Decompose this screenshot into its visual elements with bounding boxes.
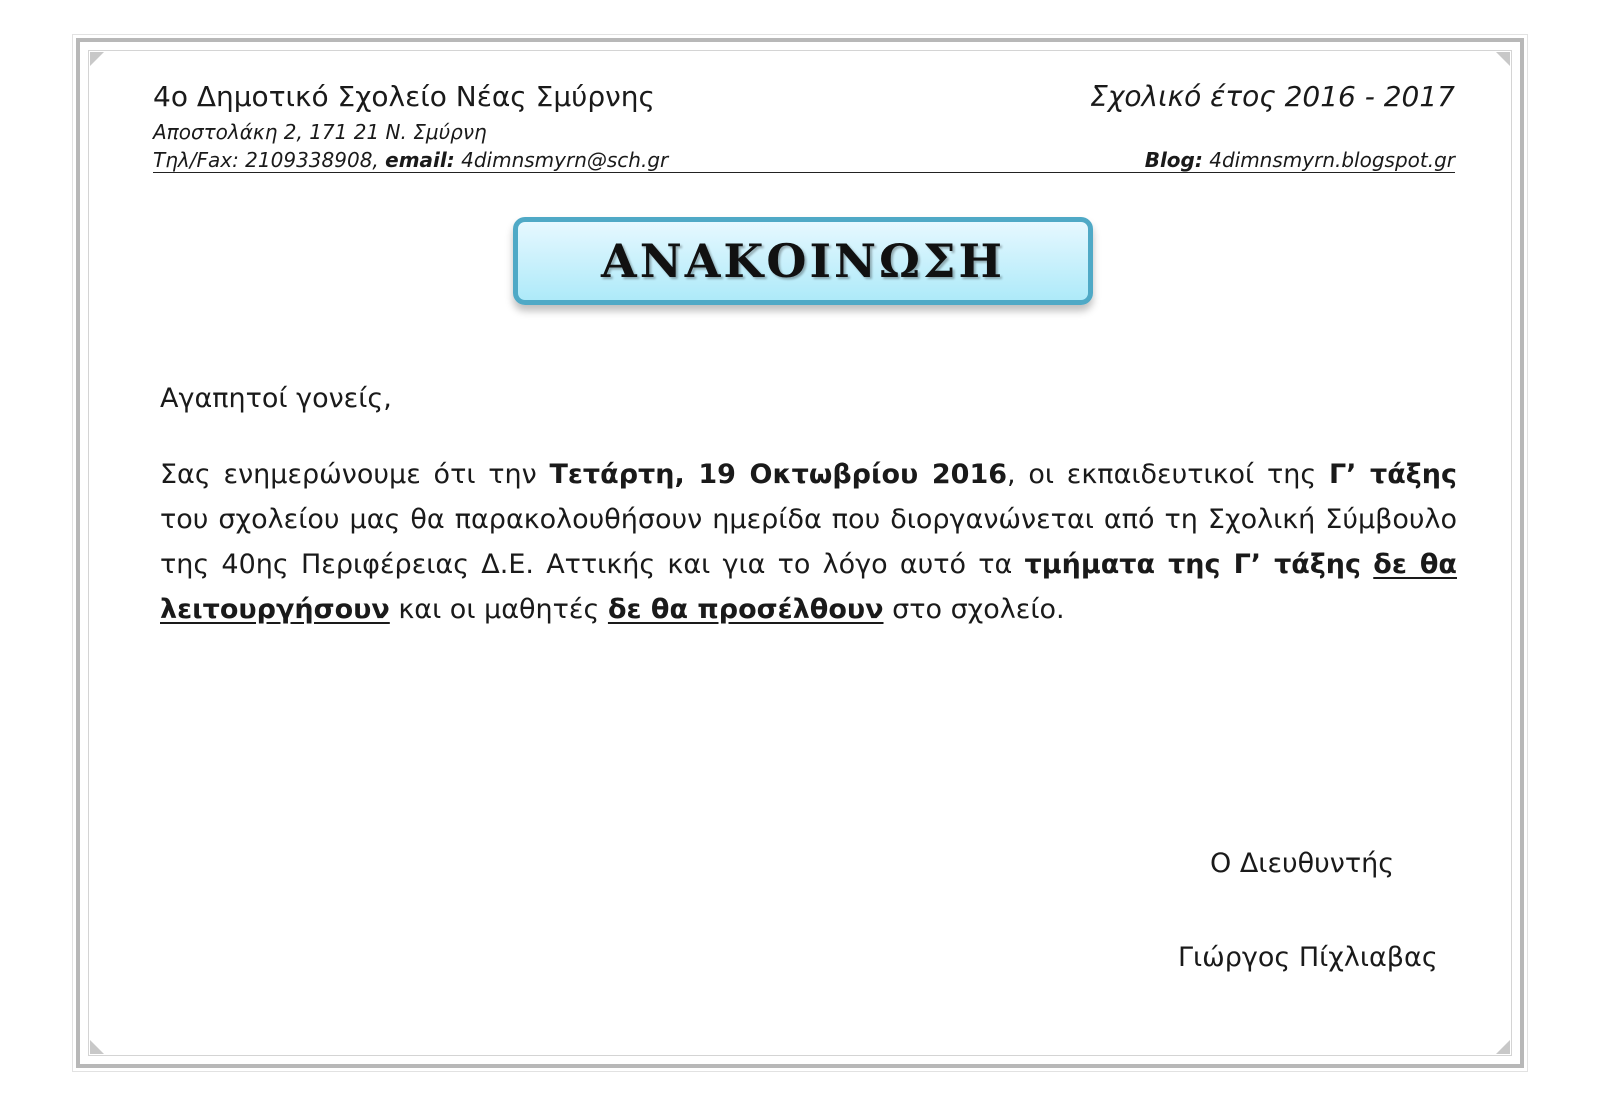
phone-label: Τηλ/Fax: [153,148,239,172]
body-text [1361,549,1373,580]
contact-line [153,148,668,172]
blog-line [1145,148,1455,172]
corner-ornament [1496,52,1510,66]
blog-label: Blog: [1144,148,1203,172]
phone-value: 2109338908, [245,148,379,172]
body-text: και οι μαθητές [389,594,608,625]
greeting: Αγαπητοί γονείς, [160,383,392,414]
signer-title: Ο Διευθυντής [1210,848,1395,879]
email-label: email: [385,148,455,172]
email-link[interactable]: 4dimnsmyrn@sch.gr [461,148,669,172]
class-name: Γ’ τάξης [1328,459,1457,490]
announcement-title: ΑΝΑΚΟΙΝΩΣΗ [601,234,1005,288]
body-text: στο σχολείο. [883,594,1065,625]
signer-name: Γιώργος Πίχλιαβας [1178,942,1438,973]
closure-notice: δε θα λειτουργήσουν [160,549,1457,625]
school-address: Αποστολάκη 2, 171 21 Ν. Σμύρνη [153,120,487,144]
announcement-title-box [513,217,1093,305]
school-year: Σχολικό έτος 2016 - 2017 [1090,80,1455,113]
event-date: Τετάρτη, 19 Οκτωβρίου 2016 [549,459,1008,490]
blog-link[interactable]: 4dimnsmyrn.blogspot.gr [1209,148,1455,172]
body-text: , οι εκπαιδευτικοί της [1007,459,1329,490]
letterhead [153,76,1455,173]
body-text: Σας ενημερώνουμε ότι την [160,459,550,490]
school-name: 4ο Δημοτικό Σχολείο Νέας Σμύρνης [153,80,655,113]
corner-ornament [90,52,104,66]
attendance-notice: δε θα προσέλθουν [607,594,884,625]
body-text: του σχολείου μας θα παρακολουθήσουν ημερίδα που διοργανώνεται από τη Σχολική Σύμβουλο της 40ης Περιφέρειας Δ.Ε. Αττικής και για το λόγο αυτό τα [160,504,1457,580]
corner-ornament [90,1040,104,1054]
corner-ornament [1496,1040,1510,1054]
affected-classes: τμήματα της Γ’ τάξης [1024,549,1362,580]
announcement-body [160,452,1457,632]
